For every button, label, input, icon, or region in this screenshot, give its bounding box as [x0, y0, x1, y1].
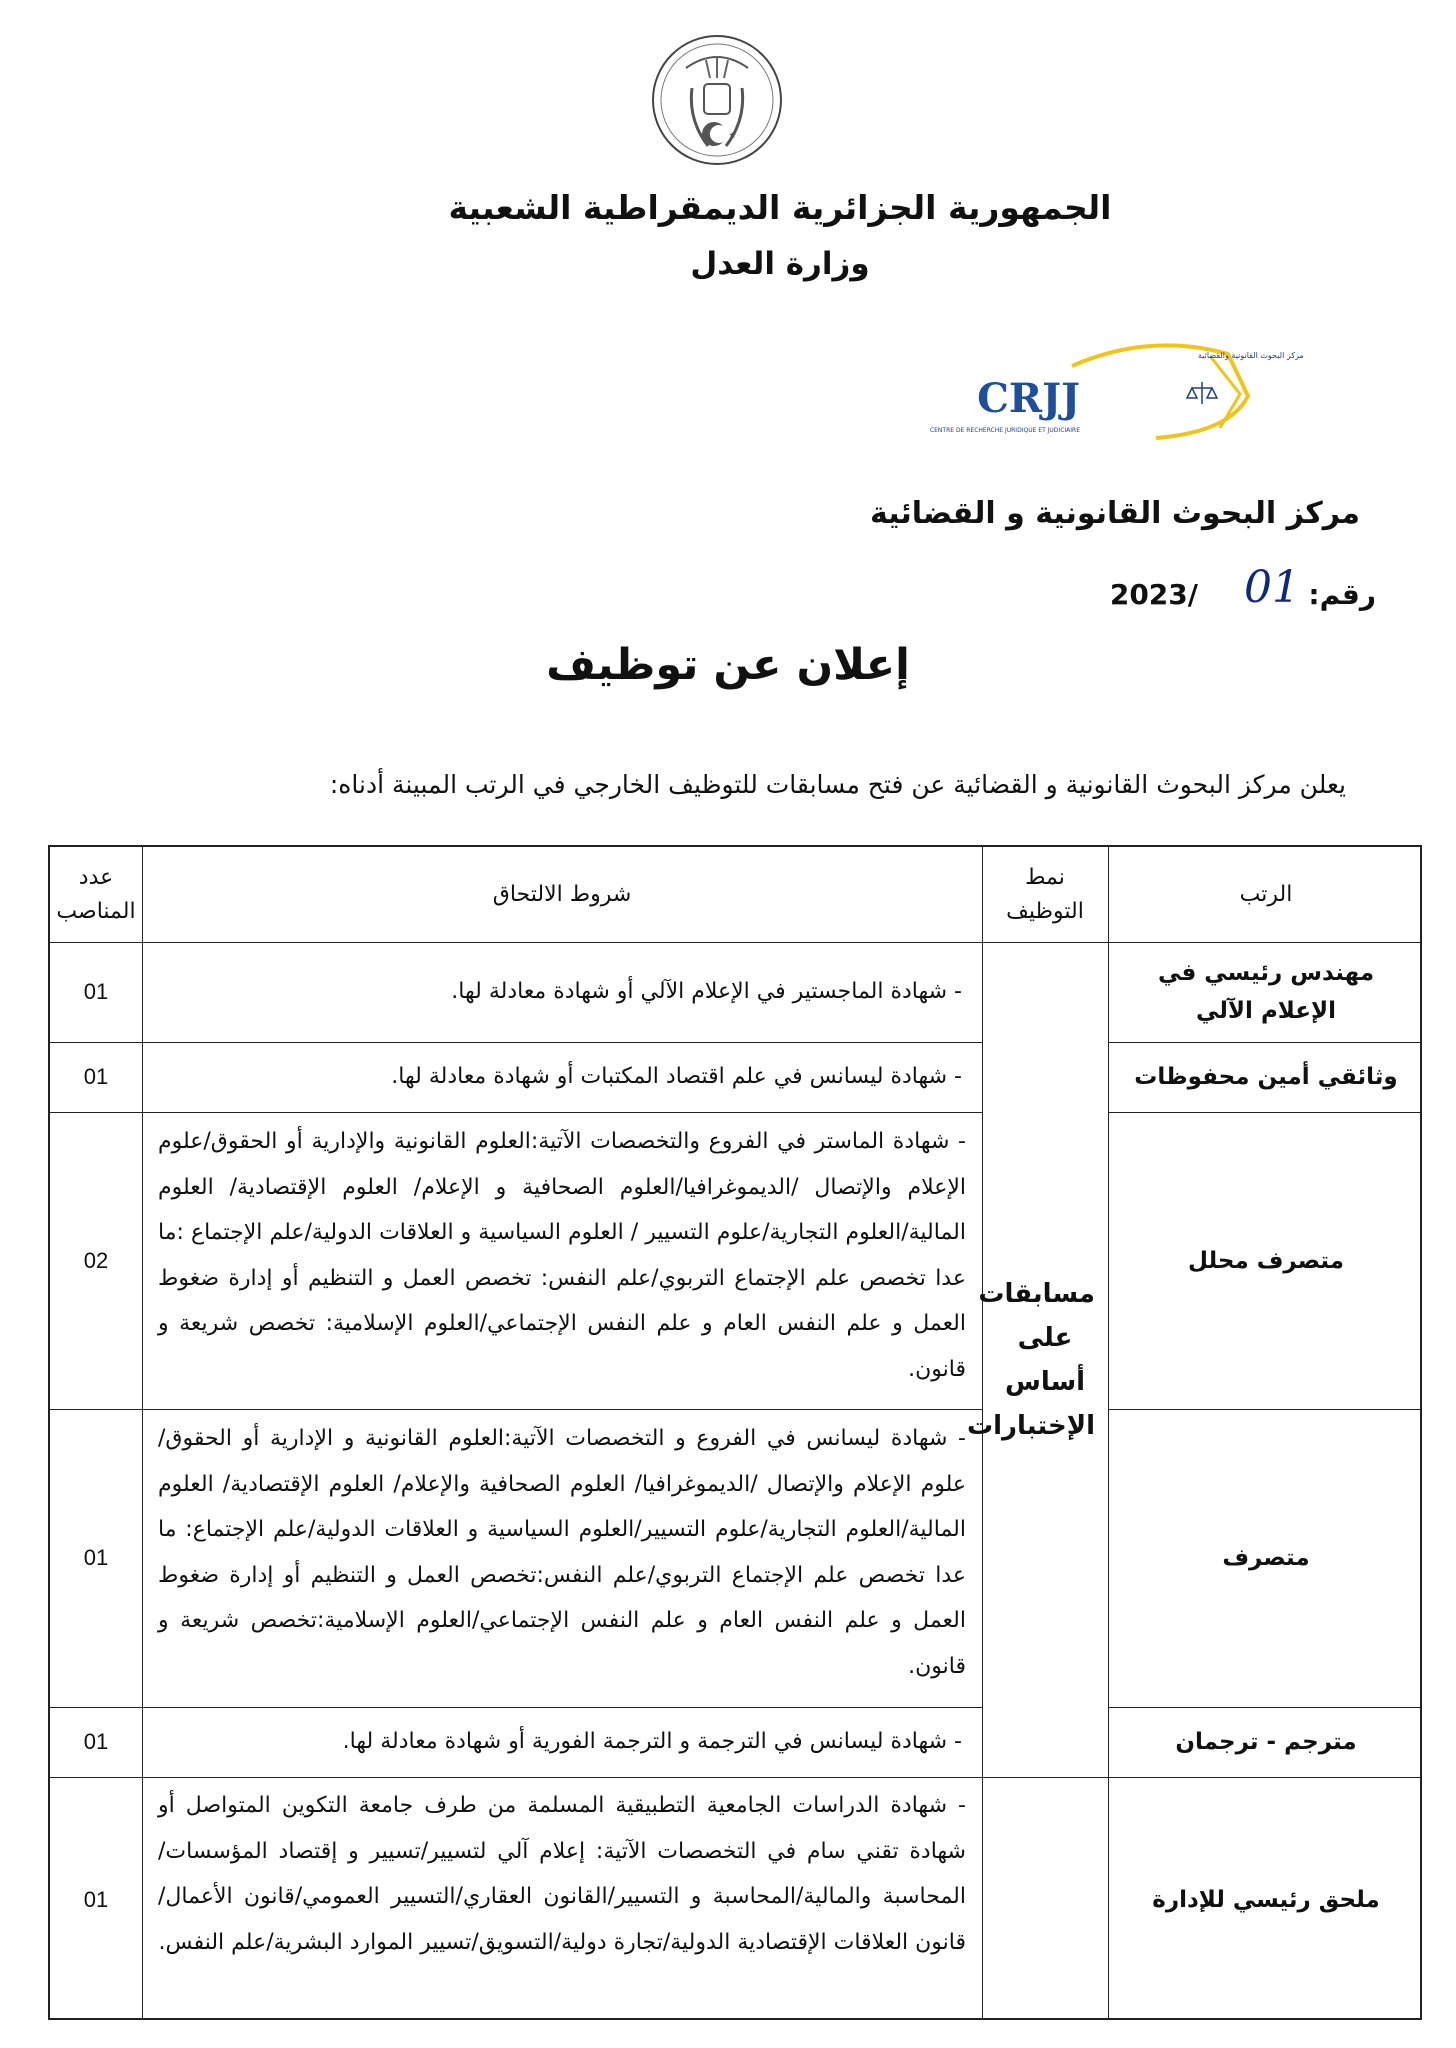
table-row-count: 01 [83, 1064, 109, 1089]
header-count-line2: المناصب [56, 898, 136, 924]
state-emblem-seal [648, 28, 786, 172]
page-title: إعلان عن توظيف [546, 640, 910, 690]
country-name: الجمهورية الجزائرية الديمقراطية الشعبية [448, 188, 1112, 227]
recruitment-table [48, 845, 1422, 2020]
header-count [50, 847, 142, 942]
reference-label: رقم: [1308, 578, 1376, 611]
header-conditions [142, 847, 982, 942]
reference-number [1056, 562, 1376, 618]
header-mode [982, 847, 1108, 942]
table-row-grade: متصرف [1222, 1545, 1310, 1571]
header-mode-line2: التوظيف [1006, 898, 1084, 924]
recruitment-mode-text: مسابقات على أساس الإختبارات [966, 1278, 1095, 1441]
reference-handwritten-number: 01 [1244, 562, 1300, 613]
table-divider [142, 847, 143, 2018]
table-row-count: 02 [83, 1247, 109, 1273]
table-row-grade: ملحق رئيسي للإدارة [1152, 1886, 1380, 1913]
header-grade [1108, 847, 1424, 942]
table-row-conditions: - شهادة ليسانس في الفروع و التخصصات الآتية:العلوم القانونية و الإدارية أو الحقوق/علوم الإعلام والإتصال /الديموغرافيا/ العلوم الصحافية والإعلام/ العلوم الإقتصادية/ العلوم المالية/العلوم التجارية/علوم التسيير/العلوم السياسية و العلاقات الدولية/علم الإجتماع: ما عدا تخصص علم الإجتماع التربوي/علم النفس:تخصص العمل و التنظيم أو إدارة ضغوط العمل و علم النفس العام و علم النفس الإجتماعي/العلوم الإسلامية:تخصص شريعة و قانون. [158, 1426, 966, 1679]
header-mode-line1: نمط [1025, 864, 1065, 890]
table-row-conditions: - شهادة الدراسات الجامعية التطبيقية المسلمة من طرف جامعة التكوين المتواصل أو شهادة تقني سام في التخصصات الآتية: إعلام آلي لتسيير/تسيير و إقتصاد المؤسسات/المحاسبة والمالية/المحاسبة و التسيير/القانون العقاري/التسيير العمومي/قانون الأعمال/قانون العلاقات الإقتصادية الدولية/تجارة دولية/التسويق/تسيير الموارد البشرية/علم النفس. [158, 1793, 966, 1955]
header-grade-label: الرتب [1239, 881, 1293, 907]
table-row-count: 01 [83, 1545, 109, 1570]
crjj-logo [929, 336, 1304, 444]
center-name: مركز البحوث القانونية و القضائية [870, 496, 1360, 531]
header-count-line1: عدد [78, 864, 114, 890]
table-row-conditions: - شهادة الماستر في الفروع والتخصصات الآتية:العلوم القانونية والإدارية أو الحقوق/علوم الإعلام والإتصال /الديموغرافيا/العلوم الصحافية و الإعلام/ العلوم الإقتصادية/ العلوم المالية/العلوم التجارية/علوم التسيير / العلوم السياسية و العلاقات الدولية/علم الإجتماع :ما عدا تخصص علم الإجتماع التربوي/علم النفس: تخصص العمل و التنظيم أو إدارة ضغوط العمل و علم النفس العام و علم النفس الإجتماعي/العلوم الإسلامية: تخصص شريعة و قانون. [158, 1129, 966, 1382]
logo-caption: CENTRE DE RECHERCHE JURIDIQUE ET JUDICIAIRE [929, 427, 1080, 434]
table-row-count: 01 [83, 979, 109, 1004]
table-row-conditions: - شهادة ليسانس في علم اقتصاد المكتبات أو شهادة معادلة لها. [391, 1064, 962, 1090]
header-conditions-label: شروط الالتحاق [492, 881, 632, 907]
logo-subtitle: مركز البحوث القانونية والقضائية [1198, 351, 1304, 360]
intro-paragraph: يعلن مركز البحوث القانونية و القضائية عن فتح مسابقات للتوظيف الخارجي في الرتب المبينة أدناه: [329, 770, 1346, 799]
ministry-name: وزارة العدل [690, 246, 870, 282]
table-row-count: 01 [83, 1729, 109, 1754]
table-row-grade: مترجم - ترجمان [1175, 1729, 1357, 1755]
table-row-grade: متصرف محلل [1187, 1247, 1345, 1274]
logo-text: CRJJ [977, 375, 1080, 422]
recruitment-mode [966, 942, 1108, 1777]
table-divider [50, 1112, 982, 1113]
table-row-grade: وثائقي أمين محفوظات [1134, 1064, 1398, 1090]
table-row-grade: مهندس رئيسي في الإعلام الآلي [1157, 960, 1375, 1024]
table-row-conditions: - شهادة الماجستير في الإعلام الآلي أو شهادة معادلة لها. [451, 979, 962, 1005]
reference-year: 2023/ [1109, 578, 1198, 611]
table-divider [50, 1409, 982, 1410]
table-row-count: 01 [83, 1886, 109, 1912]
table-row-conditions: - شهادة ليسانس في الترجمة و الترجمة الفورية أو شهادة معادلة لها. [342, 1729, 962, 1755]
